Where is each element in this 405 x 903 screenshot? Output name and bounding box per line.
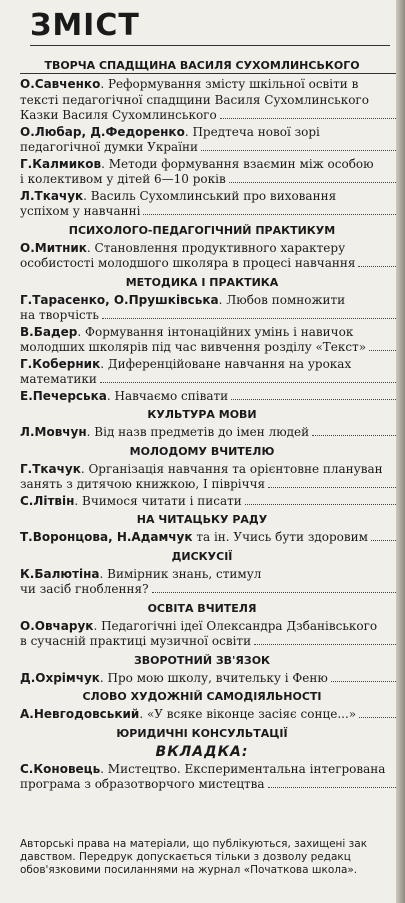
entry-title-text: успіхом у навчанні <box>20 204 141 218</box>
entry-title-text: програма з образотворчого мистецтва <box>20 777 265 791</box>
entry-line <box>20 293 398 309</box>
entry-line <box>20 241 398 257</box>
entry-title-text: . Вчимося читати і писати <box>74 493 242 508</box>
entry-line <box>20 77 398 93</box>
entry-line <box>20 340 398 356</box>
entry-line <box>20 634 398 650</box>
dot-leader <box>201 149 398 151</box>
entry-line <box>20 372 398 388</box>
copyright-line: Авторські права на матеріали, що публікуються, захищені зак <box>20 838 368 850</box>
toc-entry[interactable] <box>20 157 398 188</box>
toc-entry[interactable] <box>20 189 398 220</box>
toc-entry[interactable] <box>20 325 398 356</box>
entry-line <box>20 256 398 272</box>
entry-text <box>20 256 355 272</box>
entry-line <box>20 108 398 124</box>
entry-title-text: і колективом у дітей 6—10 років <box>20 172 226 186</box>
entry-title-text: . Формування інтонаційних умінь і навичок <box>77 324 354 339</box>
section-heading: МОЛОДОМУ ВЧИТЕЛЮ <box>129 444 275 458</box>
entry-line <box>20 325 398 341</box>
entry-text <box>20 308 99 324</box>
entry-title-text: . Становлення продуктивного характеру <box>86 240 346 255</box>
entry-author: О.Савченко <box>20 77 101 91</box>
entry-line <box>20 619 398 635</box>
dot-leader <box>229 181 398 183</box>
entry-line <box>20 477 398 493</box>
entry-text <box>20 762 385 778</box>
entry-text <box>20 619 377 635</box>
toc-entry[interactable] <box>20 567 398 598</box>
entry-title-text: . Предтеча нової зорі <box>184 124 320 139</box>
entry-author: Л.Ткачук <box>20 188 84 203</box>
entry-line <box>20 777 398 793</box>
toc-entry[interactable] <box>20 77 398 124</box>
entry-title-text: тексті педагогічної спадщини Василя Сухомлинського <box>20 92 369 107</box>
dot-leader <box>220 117 398 119</box>
entry-title-text: . Диференційоване навчання на уроках <box>100 356 352 371</box>
entry-text <box>20 189 336 205</box>
entry-title-text: . Методи формування взаємин між особою <box>101 156 374 171</box>
section-heading: МЕТОДИКА І ПРАКТИКА <box>125 275 279 289</box>
entry-text <box>20 777 265 793</box>
entry-author: В.Бадер <box>20 324 78 339</box>
entry-text <box>20 634 251 650</box>
entry-title-text: Казки Василя Сухомлинського <box>20 108 217 122</box>
dot-leader <box>143 213 398 215</box>
entry-author: Т.Воронцова, Н.Адамчук <box>20 530 193 544</box>
toc-list <box>20 55 398 794</box>
entry-text <box>20 204 140 220</box>
entry-title-text: на творчість <box>20 308 99 322</box>
entry-author: О.Митник <box>20 240 87 255</box>
section-heading: ВКЛАДКА: <box>155 743 249 760</box>
entry-text <box>20 93 369 109</box>
toc-entry[interactable] <box>20 671 398 687</box>
entry-line <box>20 189 398 205</box>
entry-author: Е.Печерська <box>20 388 107 403</box>
entry-title-text: . Від назв предметів до імен людей <box>86 425 310 439</box>
entry-text <box>20 567 261 583</box>
entry-text <box>20 325 353 341</box>
toc-entry[interactable] <box>20 357 398 388</box>
entry-line <box>20 204 398 220</box>
entry-line <box>20 357 398 373</box>
entry-line <box>20 93 398 109</box>
entry-text <box>20 389 228 405</box>
entry-author: С.Літвін <box>20 493 75 508</box>
toc-entry[interactable] <box>20 425 398 441</box>
section-heading: ДИСКУСІЇ <box>171 549 233 563</box>
entry-line <box>20 157 398 173</box>
entry-author: Г.Калмиков <box>20 156 102 171</box>
entry-text <box>20 340 366 356</box>
toc-entry[interactable] <box>20 462 398 493</box>
section-heading: НА ЧИТАЦЬКУ РАДУ <box>136 513 268 526</box>
entry-line <box>20 582 398 598</box>
copyright-line: давством. Передрук допускається тільки з дозволу редакц <box>20 851 351 863</box>
entry-author: Г.Ткачук <box>20 461 81 476</box>
toc-entry[interactable] <box>20 530 398 546</box>
dot-leader <box>312 434 398 436</box>
dot-leader <box>369 349 398 351</box>
entry-title-text: . «У всяке віконце засіяє сонце...» <box>139 707 357 721</box>
entry-text <box>20 293 345 309</box>
entry-title-text: . Реформування змісту шкільної освіти в <box>100 77 359 91</box>
entry-title-text: чи засіб гноблення? <box>20 582 149 596</box>
entry-text <box>20 241 345 257</box>
dot-leader <box>371 539 398 541</box>
entry-line <box>20 707 398 723</box>
entry-line <box>20 494 398 510</box>
entry-author: Г.Коберник <box>20 356 101 371</box>
section-heading: ЗВОРОТНИЙ ЗВ'ЯЗОК <box>133 653 271 667</box>
entry-text <box>20 140 198 156</box>
entry-text <box>20 357 351 373</box>
section-heading: ПСИХОЛОГО-ПЕДАГОГІЧНИЙ ПРАКТИКУМ <box>68 223 336 237</box>
section-heading: ОСВІТА ВЧИТЕЛЯ <box>147 601 257 615</box>
entry-title-text: педагогічної думки України <box>20 140 199 154</box>
section-heading: ЮРИДИЧНІ КОНСУЛЬТАЦІЇ <box>116 726 288 740</box>
entry-text <box>20 108 217 124</box>
dot-leader <box>331 680 398 682</box>
entry-line <box>20 425 398 441</box>
toc-entry[interactable] <box>20 707 398 723</box>
entry-text <box>20 530 368 546</box>
entry-author: С.Коновець <box>20 761 101 776</box>
dot-leader <box>102 317 398 319</box>
section-heading: КУЛЬТУРА МОВИ <box>147 408 257 421</box>
dot-leader <box>268 786 398 788</box>
entry-author: Л.Мовчун <box>20 425 87 439</box>
entry-text <box>20 157 374 173</box>
page-edge <box>396 0 405 903</box>
entry-title-text: . Вимірник знань, стимул <box>99 566 262 581</box>
dot-leader <box>152 591 398 593</box>
entry-title-text: . Педагогічні ідеї Олександра Дзбанівського <box>93 618 378 633</box>
dot-leader <box>268 486 398 488</box>
entry-line <box>20 762 398 778</box>
entry-line <box>20 140 398 156</box>
toc-entry[interactable] <box>20 241 398 272</box>
section-heading: СЛОВО ХУДОЖНІЙ САМОДІЯЛЬНОСТІ <box>82 690 322 703</box>
entry-line <box>20 389 398 405</box>
entry-line <box>20 530 398 546</box>
entry-text <box>20 172 226 188</box>
entry-line <box>20 671 398 687</box>
entry-line <box>20 125 398 141</box>
entry-line <box>20 567 398 583</box>
toc-entry[interactable] <box>20 293 398 324</box>
entry-text <box>20 77 358 93</box>
entry-author: К.Балютіна <box>20 566 100 581</box>
toc-entry[interactable] <box>20 619 398 650</box>
entry-text <box>20 425 309 441</box>
entry-text <box>20 477 265 493</box>
entry-title-text: математики <box>20 372 97 386</box>
copyright-note <box>20 838 398 877</box>
entry-title-text: молодших школярів під час вивчення розділу «Текст» <box>20 340 367 354</box>
dot-leader <box>245 503 398 505</box>
toc-entry[interactable] <box>20 762 398 793</box>
entry-author: О.Овчарук <box>20 618 94 633</box>
dot-leader <box>358 265 398 267</box>
entry-title-text: в сучасній практиці музичної освіти <box>20 634 252 648</box>
entry-title-text: . Василь Сухомлинський про виховання <box>83 188 337 203</box>
entry-text <box>20 494 242 510</box>
entry-title-text: особистості молодшого школяра в процесі навчання <box>20 256 356 270</box>
copyright-line: обов'язковими посиланнями на журнал «Початкова школа». <box>20 864 358 876</box>
dot-leader <box>254 643 398 645</box>
entry-text <box>20 671 328 687</box>
toc-entry[interactable] <box>20 389 398 405</box>
dot-leader <box>100 381 398 383</box>
entry-title-text: . Мистецтво. Експериментальна інтегрована <box>100 761 386 776</box>
entry-title-text: . Навчаємо співати <box>106 388 229 403</box>
title-divider <box>30 45 390 46</box>
dot-leader <box>231 398 398 400</box>
entry-title-text: . Про мою школу, вчительку і Феню <box>99 670 328 685</box>
entry-author: Д.Охрімчук <box>20 670 100 685</box>
entry-text <box>20 372 97 388</box>
entry-text <box>20 582 149 598</box>
entry-line <box>20 462 398 478</box>
toc-entry[interactable] <box>20 125 398 156</box>
entry-line <box>20 308 398 324</box>
entry-text <box>20 707 356 723</box>
entry-author: О.Любар, Д.Федоренко <box>20 124 185 139</box>
page-title: ЗМІСТ <box>30 8 140 43</box>
entry-title-text: занять з дитячою книжкою, І півріччя <box>20 477 266 491</box>
entry-text <box>20 125 320 141</box>
entry-title-text: . Організація навчання та орієнтовне плануван <box>80 461 383 476</box>
entry-author: Г.Тарасенко, О.Прушківська <box>20 292 219 307</box>
entry-title-text: та ін. Учись бути здоровим <box>192 530 368 544</box>
toc-entry[interactable] <box>20 494 398 510</box>
section-heading: ТВОРЧА СПАДЩИНА ВАСИЛЯ СУХОМЛИНСЬКОГО <box>20 59 398 74</box>
dot-leader <box>359 716 398 718</box>
entry-author: А.Невгодовський <box>20 707 140 721</box>
entry-text <box>20 462 383 478</box>
entry-line <box>20 172 398 188</box>
entry-title-text: . Любов помножити <box>218 292 346 307</box>
